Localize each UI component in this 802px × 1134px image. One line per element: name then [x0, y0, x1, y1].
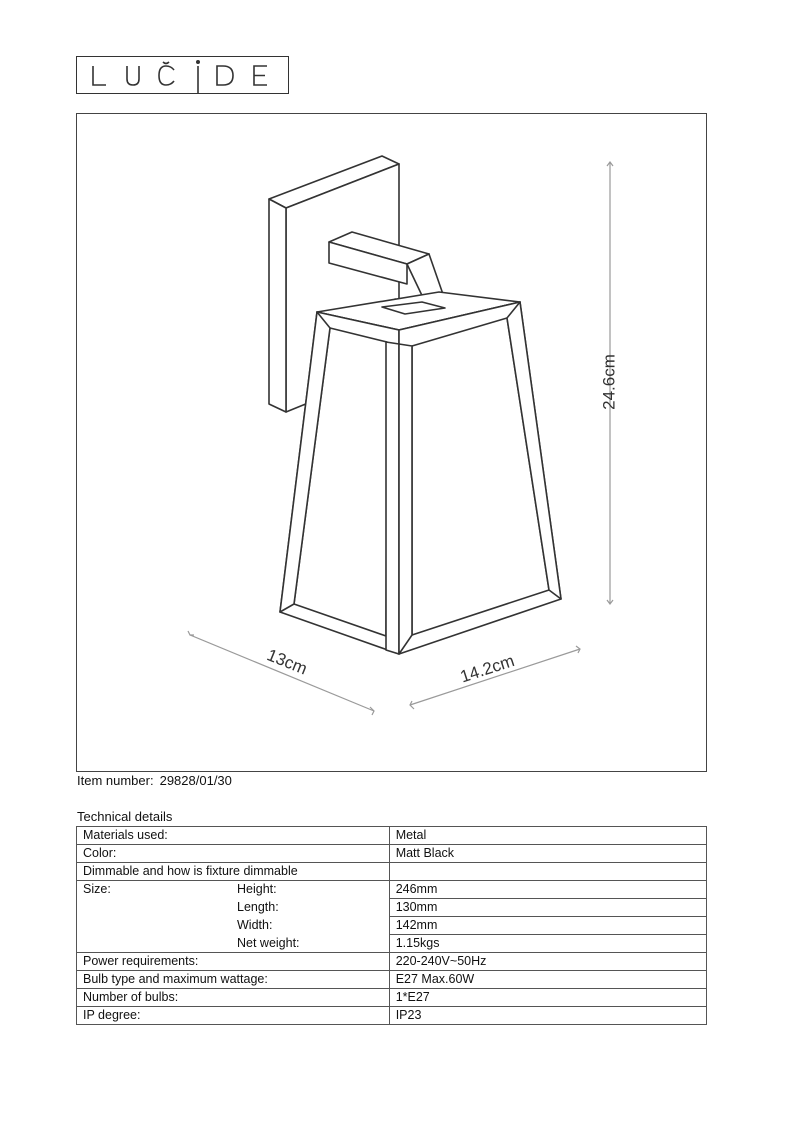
item-number-value: 29828/01/30: [159, 773, 232, 788]
technical-details-title: Technical details: [77, 809, 173, 824]
row-label: Power requirements:: [77, 953, 390, 971]
row-value: [389, 863, 706, 881]
row-value: 220-240V~50Hz: [389, 953, 706, 971]
row-value: 1.15kgs: [389, 935, 706, 953]
table-row: [77, 881, 707, 899]
brand-logo: [76, 56, 289, 94]
size-sublabel: Width:: [237, 918, 273, 932]
size-row-label: [77, 881, 390, 899]
size-label: [83, 899, 237, 916]
length-dim-label: 13cm: [264, 645, 310, 679]
size-label: [83, 917, 237, 934]
row-value: Matt Black: [389, 845, 706, 863]
row-label: Color:: [77, 845, 390, 863]
table-row: [77, 935, 707, 953]
size-row-label: [77, 935, 390, 953]
technical-details-table: [76, 826, 707, 1025]
table-row: [77, 899, 707, 917]
table-row: [77, 863, 707, 881]
table-row: [77, 1007, 707, 1025]
size-sublabel: Height:: [237, 882, 277, 897]
row-label: Materials used:: [77, 827, 390, 845]
height-dim-label: 24.6cm: [599, 354, 619, 410]
table-row: [77, 971, 707, 989]
row-label: Dimmable and how is fixture dimmable: [77, 863, 390, 881]
lantern-line-drawing: [77, 114, 708, 773]
size-row-label: [77, 917, 390, 935]
row-value: 1*E27: [389, 989, 706, 1007]
length-dim-line: [190, 635, 374, 711]
row-value: IP23: [389, 1007, 706, 1025]
row-value: E27 Max.60W: [389, 971, 706, 989]
table-row: [77, 827, 707, 845]
row-value: 142mm: [389, 917, 706, 935]
row-value: 246mm: [389, 881, 706, 899]
size-label: Size:: [83, 882, 111, 897]
table-row: [77, 917, 707, 935]
lucide-logo-mark: [77, 57, 290, 95]
size-sublabel: Length:: [237, 900, 279, 914]
row-label: IP degree:: [77, 1007, 390, 1025]
size-row-label: [77, 899, 390, 917]
size-sublabel: Net weight:: [237, 935, 300, 950]
size-label: [83, 935, 237, 952]
item-number: [77, 773, 232, 788]
row-label: Bulb type and maximum wattage:: [77, 971, 390, 989]
row-value: 130mm: [389, 899, 706, 917]
table-row: [77, 989, 707, 1007]
item-number-label: Item number:: [77, 773, 154, 788]
row-value: Metal: [389, 827, 706, 845]
width-dim-label: 14.2cm: [457, 651, 517, 687]
technical-drawing: [76, 113, 707, 772]
table-row: [77, 845, 707, 863]
row-label: Number of bulbs:: [77, 989, 390, 1007]
table-row: [77, 953, 707, 971]
